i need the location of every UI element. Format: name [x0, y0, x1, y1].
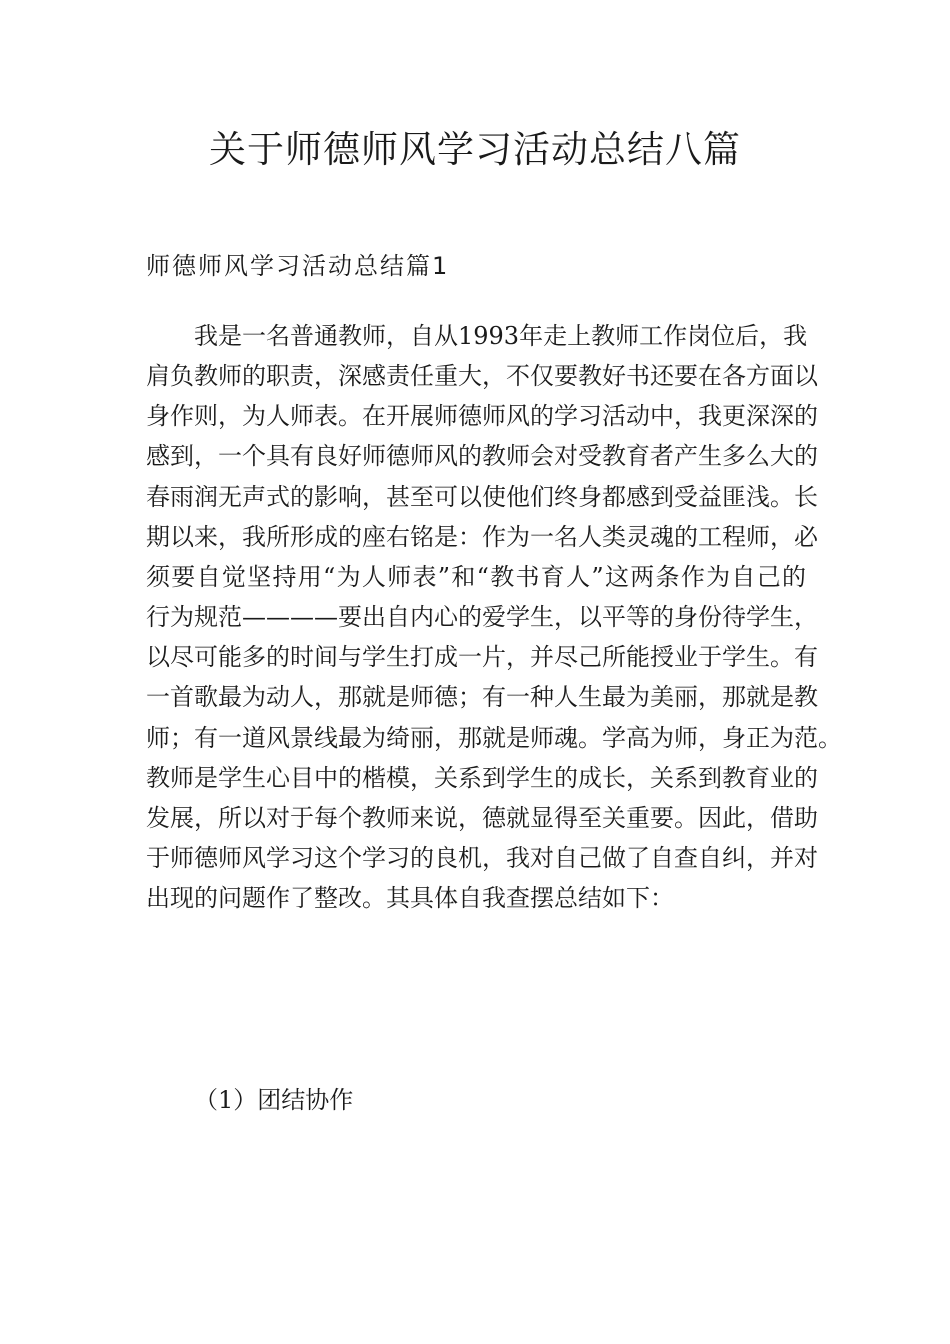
document-title: 关于师德师风学习活动总结八篇: [209, 128, 741, 171]
paragraph-line: 以尽可能多的时间与学生打成一片，并尽己所能授业于学生。有: [146, 643, 818, 672]
paragraph-line: 一首歌最为动人，那就是师德；有一种人生最为美丽，那就是教: [146, 683, 818, 712]
paragraph-line: 教师是学生心目中的楷模，关系到学生的成长，关系到教育业的: [146, 763, 818, 792]
subsection-heading: （1）团结协作: [194, 1086, 354, 1114]
paragraph-line: 春雨润无声式的影响，甚至可以使他们终身都感到受益匪浅。长: [146, 482, 818, 511]
paragraph-line: 肩负教师的职责，深感责任重大，不仅要教好书还要在各方面以: [146, 362, 818, 391]
body-paragraph: [146, 316, 842, 918]
paragraph-line: 于师德师风学习这个学习的良机，我对自己做了自查自纠，并对: [146, 844, 818, 873]
paragraph-line: 师；有一道风景线最为绮丽，那就是师魂。学高为师，身正为范。: [146, 723, 842, 752]
paragraph-line: 出现的问题作了整改。其具体自我查摆总结如下：: [146, 884, 674, 913]
paragraph-line: 期以来，我所形成的座右铭是：作为一名人类灵魂的工程师，必: [146, 522, 818, 551]
paragraph-line: 发展，所以对于每个教师来说，德就显得至关重要。因此，借助: [146, 803, 818, 832]
paragraph-line: 感到，一个具有良好师德师风的教师会对受教育者产生多么大的: [146, 442, 818, 471]
paragraph-line: 我是一名普通教师，自从1993年走上教师工作岗位后，我: [194, 322, 808, 350]
paragraph-line: 行为规范————要出自内心的爱学生，以平等的身份待学生，: [146, 603, 818, 632]
paragraph-line: 须要自觉坚持用“为人师表”和“教书育人”这两条作为自己的: [146, 562, 806, 591]
paragraph-line: 身作则，为人师表。在开展师德师风的学习活动中，我更深深的: [146, 402, 818, 431]
section-heading: 师德师风学习活动总结篇1: [146, 252, 450, 280]
